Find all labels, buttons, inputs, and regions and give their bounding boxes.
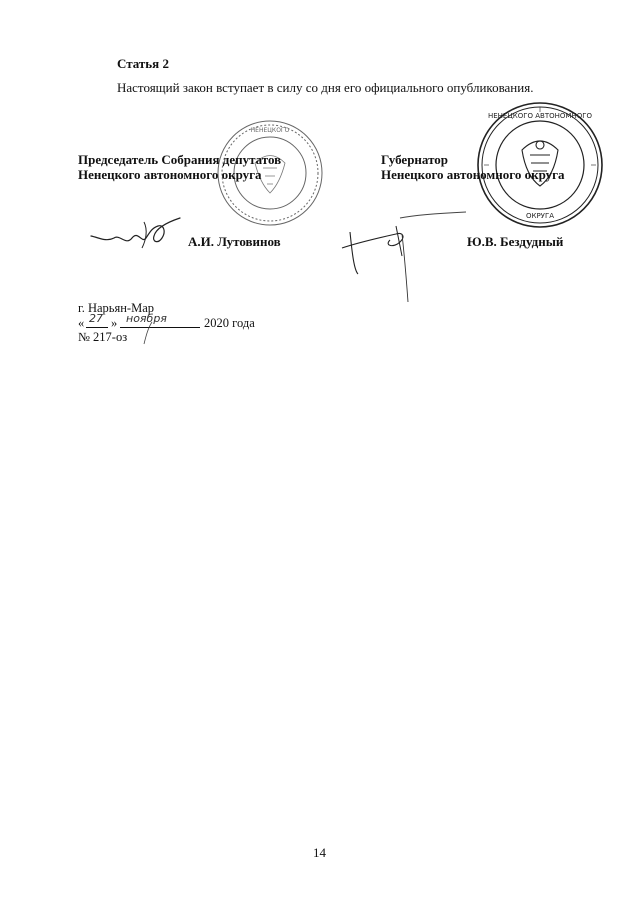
law-number: № 217-оз <box>78 330 128 344</box>
left-signatory-name: А.И. Лутовинов <box>188 234 281 249</box>
right-position-line1: Губернатор <box>381 152 449 167</box>
number-mark <box>140 320 200 346</box>
left-position-line1: Председатель Собрания депутатов <box>78 152 282 167</box>
right-seal <box>475 100 605 230</box>
svg-text:НЕНЕЦКОГО: НЕНЕЦКОГО <box>250 127 290 134</box>
right-signature <box>340 212 470 307</box>
date-close-quote: » <box>111 316 118 330</box>
left-position-line2: Ненецкого автономного округа <box>78 167 262 182</box>
article-text: Настоящий закон вступает в силу со дня его официального опубликования. <box>117 80 534 95</box>
left-signature <box>88 208 188 258</box>
date-open-quote: « <box>78 316 85 330</box>
date-day-handwritten: 27 <box>89 312 103 325</box>
svg-text:ОКРУГА: ОКРУГА <box>525 212 555 220</box>
right-signatory-name: Ю.В. Бездудный <box>467 234 564 249</box>
city-line: г. Нарьян-Мар <box>78 301 155 315</box>
date-day-underline <box>86 327 108 328</box>
article-title: Статья 2 <box>117 56 169 71</box>
date-month-handwritten: ноября <box>126 312 167 325</box>
date-year: 2020 года <box>204 316 255 330</box>
svg-text:НЕНЕЦКОГО АВТОНОМНОГО: НЕНЕЦКОГО АВТОНОМНОГО <box>487 112 593 120</box>
right-position-line2: Ненецкого автономного округа <box>381 167 565 182</box>
page-number: 14 <box>313 845 326 860</box>
